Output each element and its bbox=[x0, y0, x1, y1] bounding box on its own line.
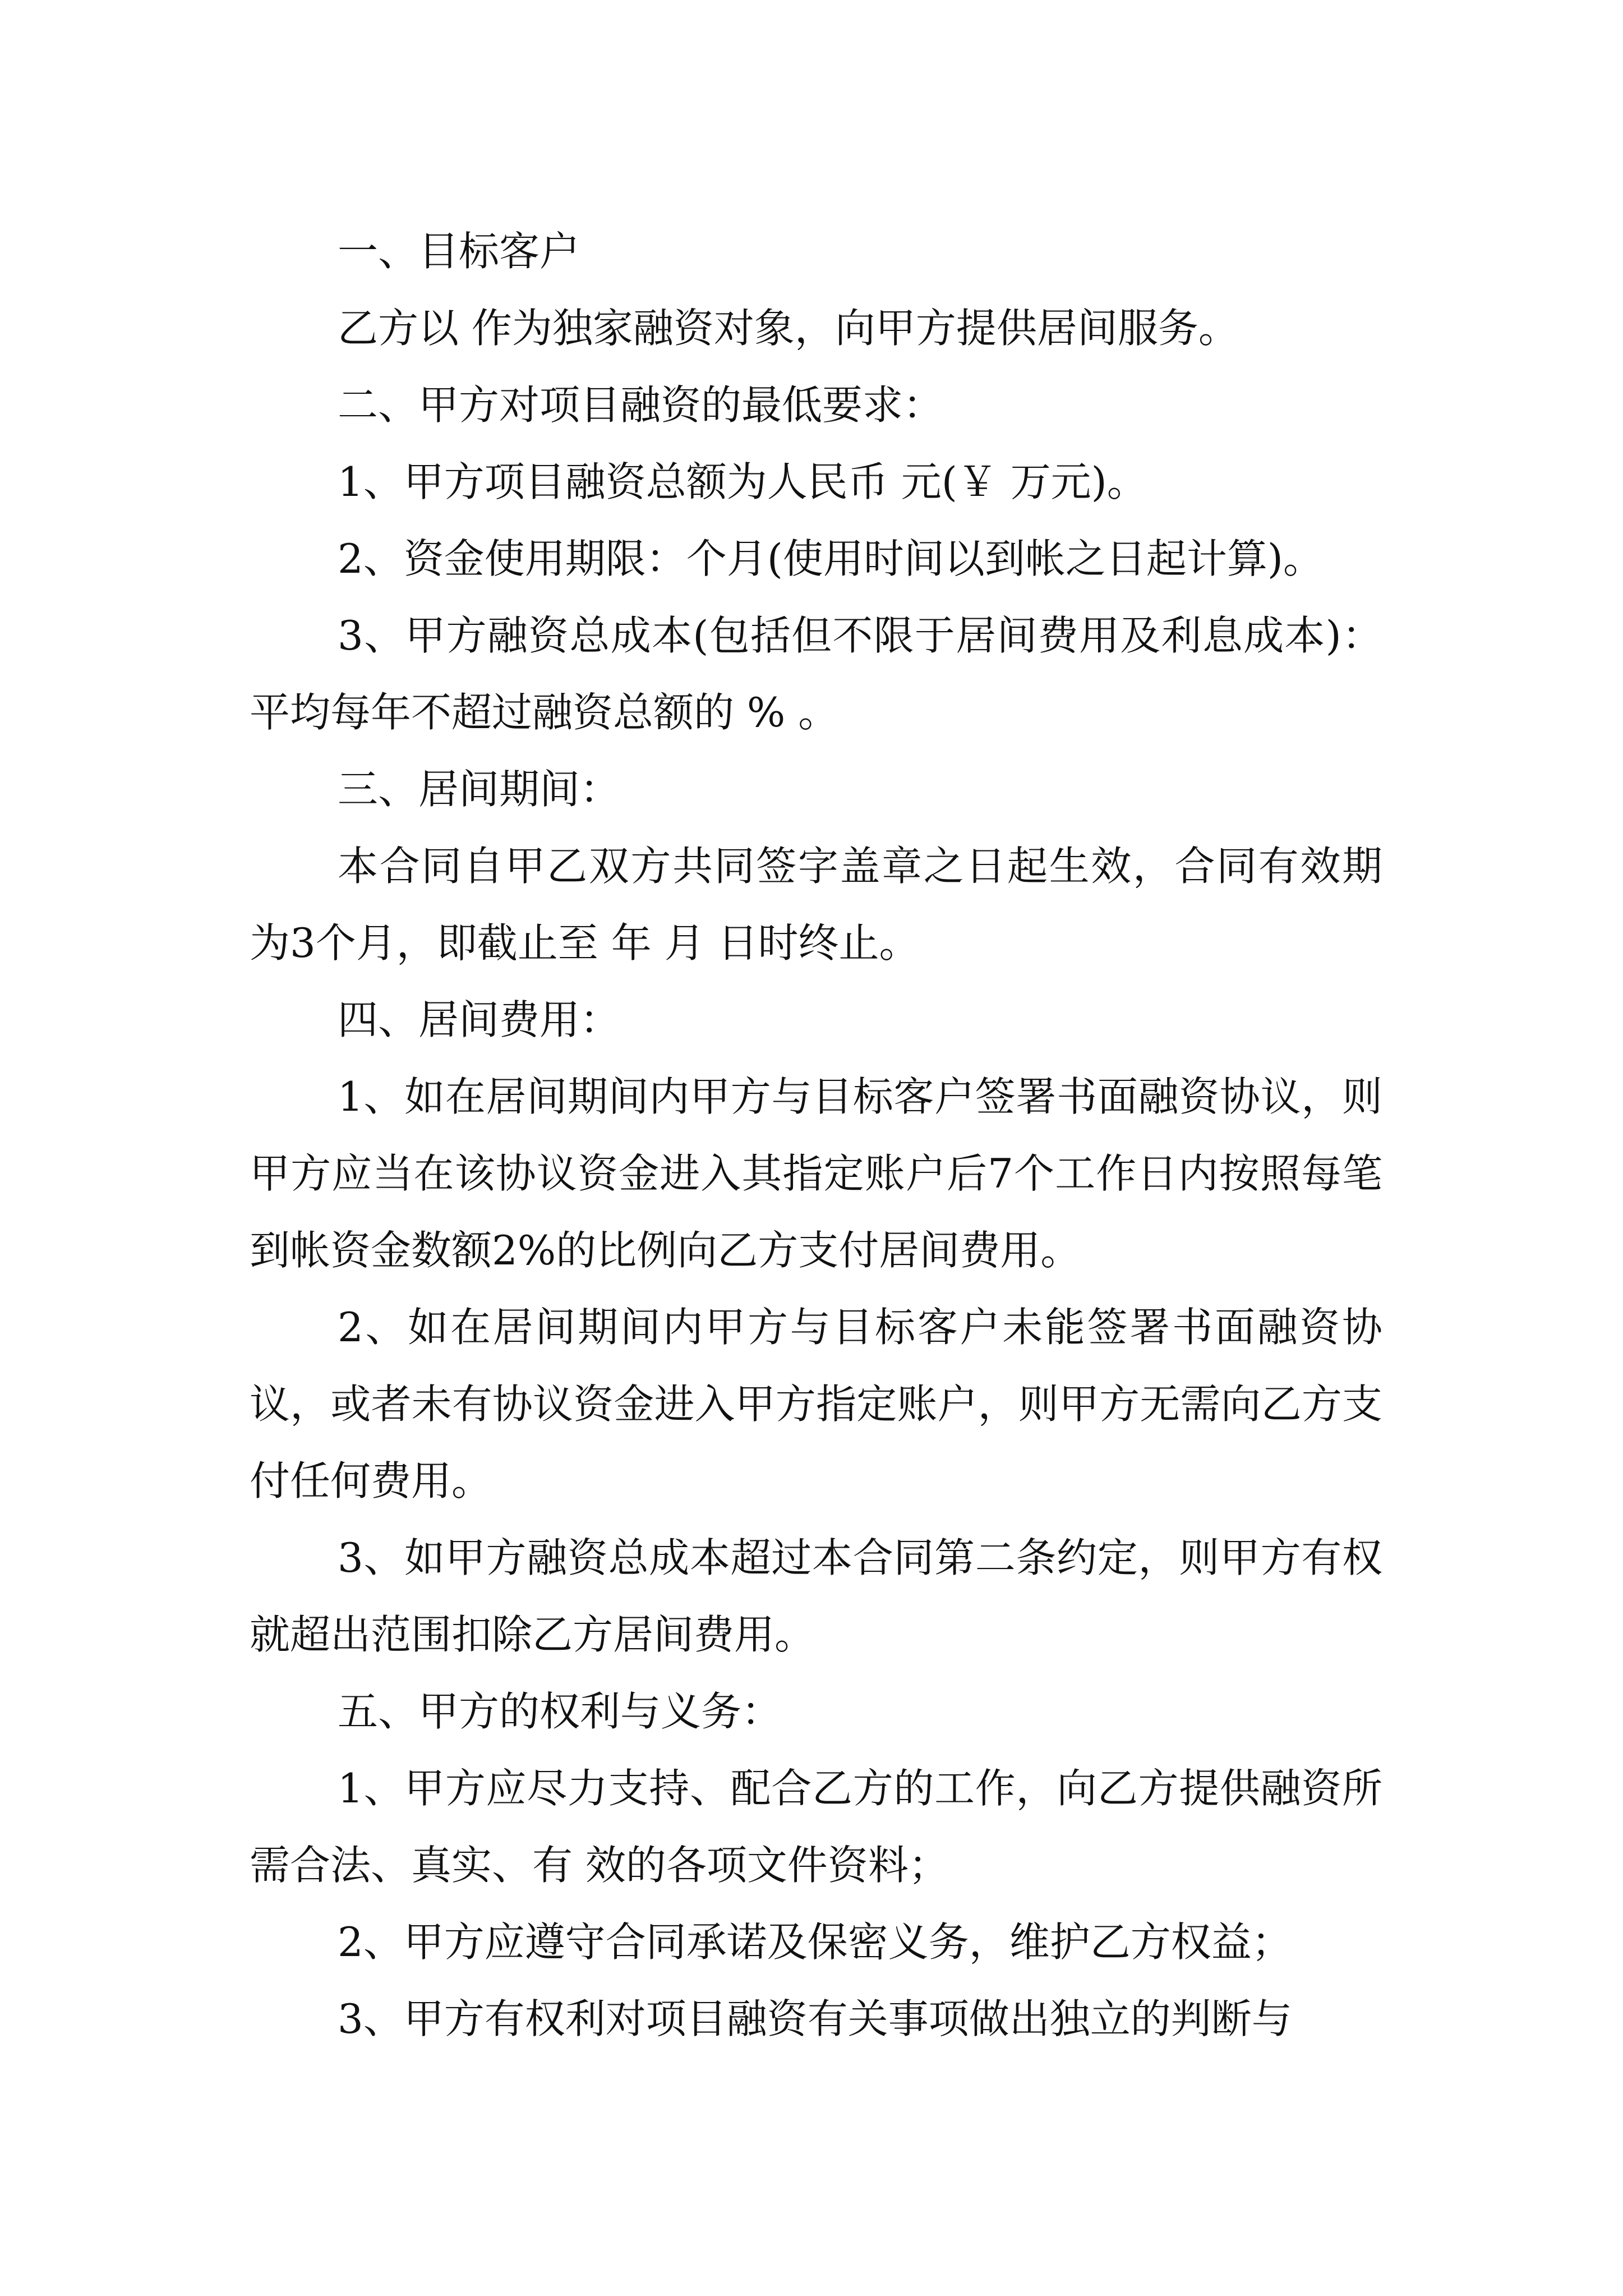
clause-funding-term: 2、资金使用期限：个月(使用时间以到帐之日起计算)。 bbox=[338, 535, 1324, 582]
clause-no-fee: 2、如在居间期间内甲方与目标客户未能签署书面融资协议，或者未有协议资金进入甲方指定账户，则甲方无需向乙方支付任何费用。 bbox=[250, 1304, 1382, 1504]
section-heading-intermediary-period: 三、居间期间： bbox=[338, 766, 621, 813]
clause-party-a-confidentiality: 2、甲方应遵守合同承诺及保密义务，维护乙方权益； bbox=[338, 1918, 1292, 1966]
document-body bbox=[250, 213, 1382, 2058]
clause-fee-payment: 1、如在居间期间内甲方与目标客户签署书面融资协议，则甲方应当在该协议资金进入其指定账户后7个工作日内按照每笔到帐资金数额2%的比例向乙方支付居间费用。 bbox=[250, 1073, 1382, 1274]
section-heading-intermediary-fees: 四、居间费用： bbox=[338, 996, 621, 1043]
clause-party-a-judgment: 3、甲方有权利对项目融资有关事项做出独立的判断与 bbox=[338, 1995, 1292, 2042]
section-heading-target-client: 一、目标客户 bbox=[338, 228, 580, 275]
section-heading-party-a-rights: 五、甲方的权利与义务： bbox=[338, 1688, 782, 1735]
clause-party-a-support: 1、甲方应尽力支持、配合乙方的工作，向乙方提供融资所需合法、真实、有 效的各项文件资料； bbox=[250, 1765, 1382, 1889]
section-heading-minimum-requirements: 二、甲方对项目融资的最低要求： bbox=[338, 381, 944, 429]
clause-total-cost: 3、甲方融资总成本(包括但不限于居间费用及利息成本)：平均每年不超过融资总额的 % 。 bbox=[250, 612, 1382, 736]
paragraph-contract-validity: 本合同自甲乙双方共同签字盖章之日起生效，合同有效期为3个月，即截止至 年 月 日时终止。 bbox=[250, 843, 1382, 967]
clause-fee-deduction: 3、如甲方融资总成本超过本合同第二条约定，则甲方有权就超出范围扣除乙方居间费用。 bbox=[250, 1534, 1382, 1658]
paragraph-exclusive-financing: 乙方以 作为独家融资对象，向甲方提供居间服务。 bbox=[338, 305, 1239, 352]
clause-financing-amount: 1、甲方项目融资总额为人民币 元(￥ 万元)。 bbox=[338, 458, 1147, 505]
